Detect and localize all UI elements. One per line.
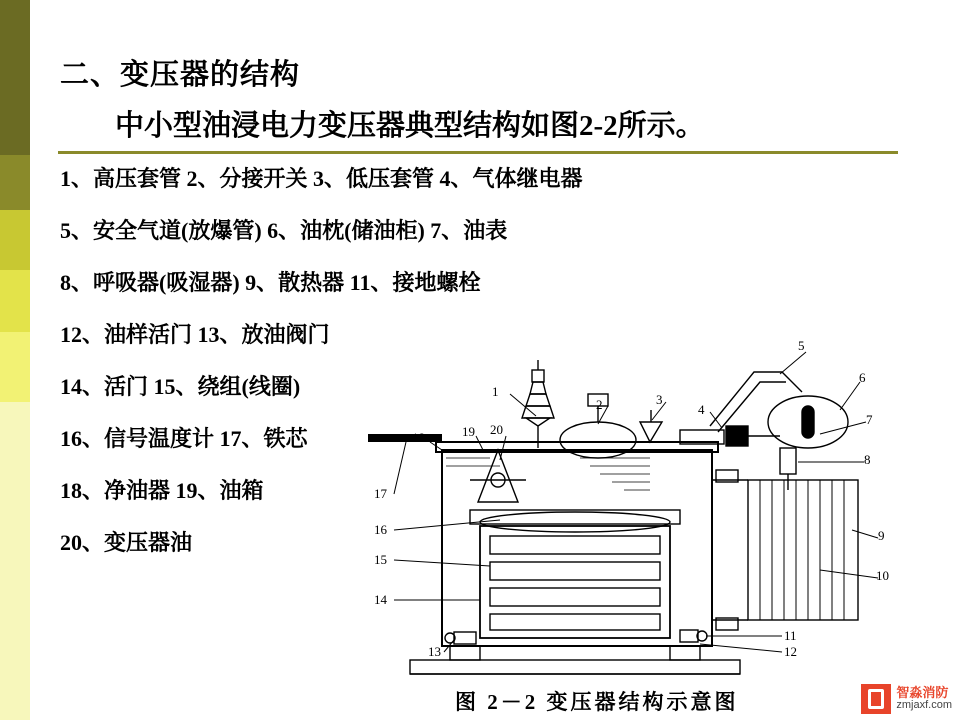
legend-item: 12、油样活门 13、放油阀门 [60, 322, 330, 347]
watermark-name: 智淼消防 [896, 685, 949, 701]
legend-item: 16、信号温度计 17、铁芯 [60, 426, 308, 451]
callout-number: 18 [412, 430, 425, 445]
color-segment [0, 0, 30, 155]
color-segment [0, 402, 30, 720]
callout-number: 13 [428, 644, 441, 659]
callout-number: 17 [374, 486, 387, 501]
callout-number: 1 [492, 384, 499, 399]
color-segment [0, 332, 30, 402]
callout-number: 12 [784, 644, 797, 659]
transformer-diagram [350, 330, 950, 720]
callout-number: 3 [656, 392, 663, 407]
page-subtitle: 中小型油浸电力变压器典型结构如图2-2所示。 [115, 110, 705, 142]
callout-number: 4 [698, 402, 705, 417]
fire-shield-icon [861, 684, 891, 714]
legend-item: 18、净油器 19、油箱 [60, 478, 264, 503]
legend-item: 1、高压套管 2、分接开关 3、低压套管 4、气体继电器 [60, 166, 583, 191]
color-segment [0, 210, 30, 270]
watermark-text [896, 686, 952, 711]
callout-number: 16 [374, 522, 387, 537]
page-title: 二、变压器的结构 [60, 59, 301, 91]
legend-item: 14、活门 15、绕组(线圈) [60, 374, 301, 399]
callout-number: 8 [864, 452, 871, 467]
color-segment [0, 270, 30, 332]
legend-item: 5、安全气道(放爆管) 6、油枕(储油柜) 7、油表 [60, 218, 508, 243]
left-color-bar [0, 0, 30, 720]
transformer-diagram-svg [350, 330, 950, 720]
callout-number: 7 [866, 412, 873, 427]
figure-caption: 图 2－2 变压器结构示意图 [455, 690, 739, 714]
callout-number: 14 [374, 592, 387, 607]
slide-title-block [60, 52, 890, 144]
title-divider [58, 151, 898, 154]
callout-number: 5 [798, 338, 805, 353]
callout-number: 2 [596, 397, 603, 412]
callout-number: 20 [490, 422, 503, 437]
legend-item: 20、变压器油 [60, 530, 193, 555]
color-segment [0, 155, 30, 210]
callout-number: 10 [876, 568, 889, 583]
legend-item: 8、呼吸器(吸湿器) 9、散热器 11、接地螺栓 [60, 270, 481, 295]
watermark [861, 684, 952, 714]
callout-number: 6 [859, 370, 866, 385]
watermark-url: zmjaxf.com [896, 699, 952, 712]
callout-number: 19 [462, 424, 475, 439]
callout-number: 9 [878, 528, 885, 543]
callout-number: 15 [374, 552, 387, 567]
callout-number: 11 [784, 628, 797, 643]
